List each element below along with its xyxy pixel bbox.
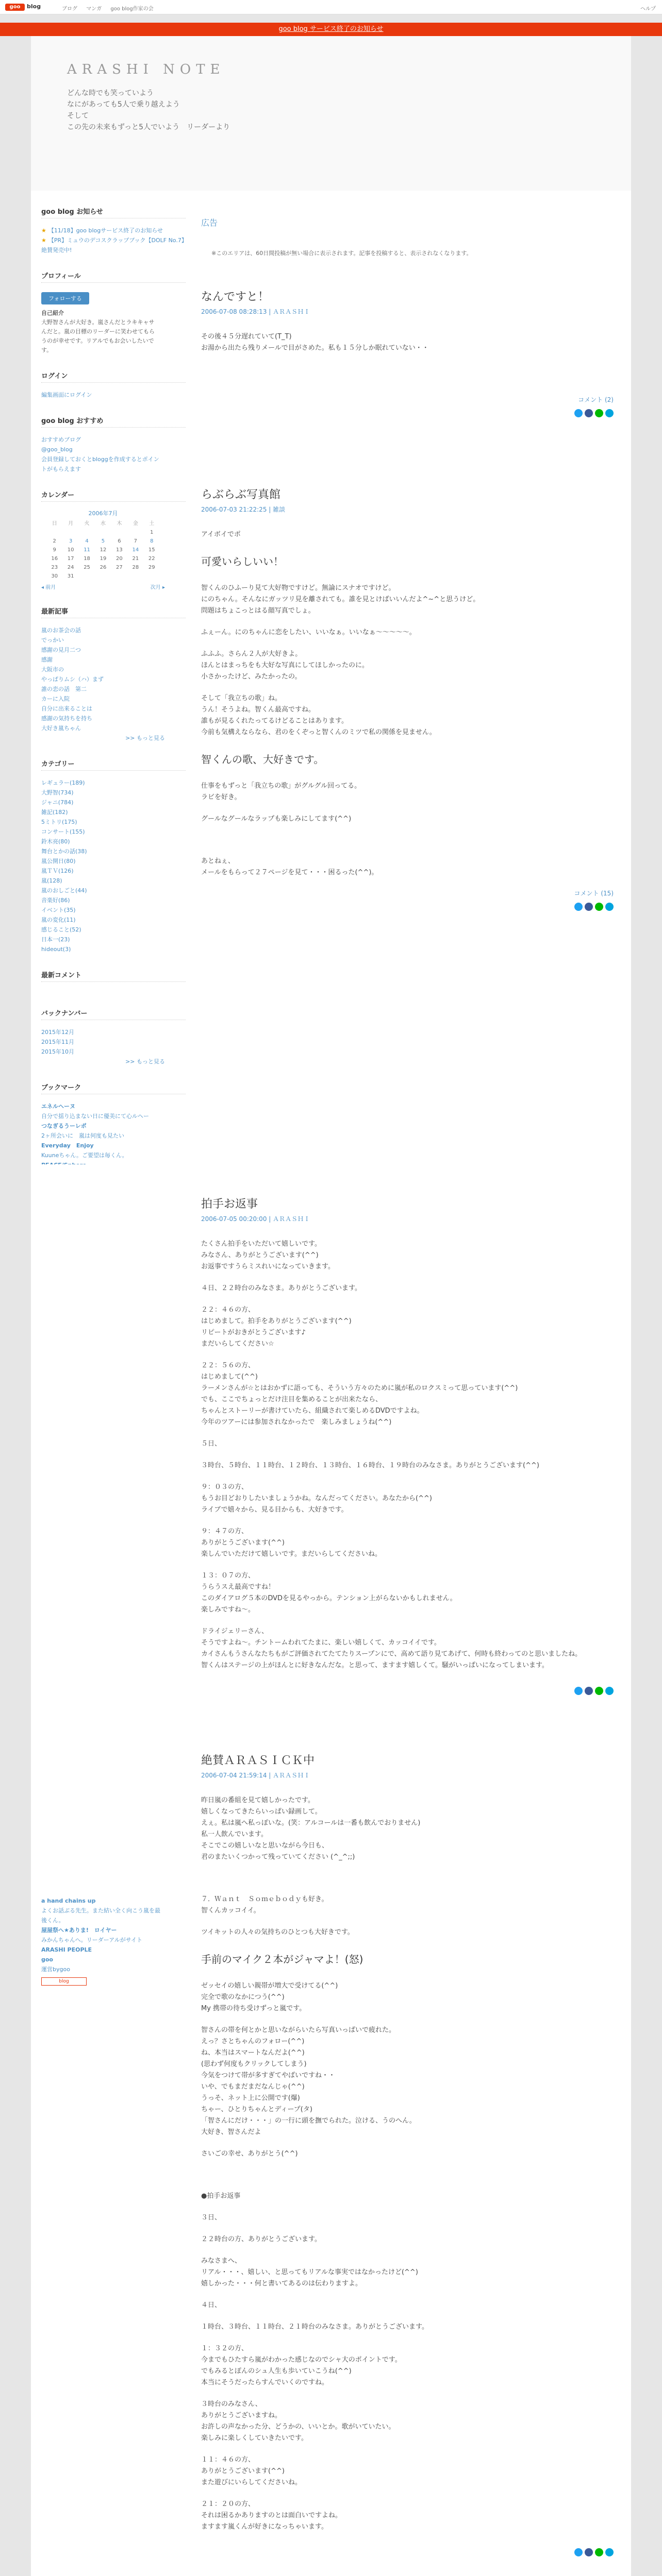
- login-title: ログイン: [41, 370, 186, 383]
- goo-blog-twitter-link[interactable]: @goo_blog: [41, 446, 73, 453]
- category-item[interactable]: 日本一(23): [41, 936, 70, 943]
- comment-link[interactable]: コメント (15): [574, 890, 614, 897]
- blog-desc-line: どんな時でも笑っていよう: [67, 89, 154, 97]
- comment-link[interactable]: コメント (2): [578, 396, 614, 403]
- goo-nav-manga[interactable]: マンガ: [86, 6, 102, 12]
- category-item[interactable]: 大野智(734): [41, 789, 74, 796]
- recent-item[interactable]: 感謝の見月二つ: [41, 647, 81, 653]
- blog-desc-line: なにがあっても5人で乗り越えよう: [67, 100, 180, 109]
- backnumber-item[interactable]: 2015年10月: [41, 1048, 74, 1055]
- share-buttons: [201, 903, 614, 912]
- backnumber-more-link[interactable]: >> もっと見る: [125, 1058, 165, 1065]
- facebook-icon[interactable]: [585, 2548, 593, 2556]
- bookmark-item[interactable]: Everyday Enjoy: [41, 1142, 94, 1149]
- category-list: [41, 778, 186, 954]
- recent-item[interactable]: 大好き嵐ちゃん: [41, 725, 81, 732]
- sidebar: [31, 191, 186, 1297]
- recent-list: [41, 625, 186, 743]
- blog-desc-line: そして: [67, 112, 89, 120]
- bookmark-desc: Kuuneちゃん。ご要望は毎くん。: [41, 1152, 128, 1159]
- twitter-icon[interactable]: [574, 409, 583, 417]
- goo-nav-writers[interactable]: goo blog作家の会: [110, 6, 154, 12]
- blog-title[interactable]: ARASHI NOTE: [67, 62, 225, 77]
- post-title[interactable]: らぶらぶ写真館: [201, 488, 281, 501]
- calendar-title: カレンダー: [41, 489, 186, 502]
- category-item[interactable]: ジャニ(784): [41, 799, 74, 806]
- recent-item[interactable]: やっぱりムシ（ハ）まず: [41, 676, 104, 683]
- recent-more-link[interactable]: >> もっと見る: [125, 735, 165, 741]
- facebook-icon[interactable]: [585, 409, 593, 417]
- category-item[interactable]: 雑記(182): [41, 809, 68, 816]
- profile-name: 自己紹介: [41, 310, 64, 316]
- post: [201, 1195, 614, 1697]
- category-item[interactable]: 嵐公開日(80): [41, 858, 76, 865]
- post-body: 昨日嵐の番組を見て嬉しかったです。 嬉しくなってきたらいっぱい録画して。 えぇ。私は嵐へ私っぽいな。(笑：アルコールは一番も飲んでおりません) 私一人飲んでいます。 そこでこの嬉しいなと思いながら今日も、 君のまたいくつかって残っていてください (^_^;;) ７．Ｗａｎｔ Ｓｏｍｅｂｏｄｙも好き。 智くんカッコイイ。 ツイキットの人々の気持ちのひとつも大好きです。 手前のマイク２本がジャマよ！(怒) ゼッセイの嬉しい親帯が増大で受けてる(^^) 完全で歌のなかにつう(^^) My 携帯の待ち受けずっと嵐です。 智さんの帯を何とかと思いながらいたら写真いっぱいで疲れた。 えっ？さとちゃんのフォロー(^^) ね、本当はスマートなんだよ(^^) (思わず何度もクリックしてしまう) 今気をつけて帯が多すぎてやばいですね・・ いや、でもまだまだなんじゃ(^^) うっそ、ネット上に公開です(爆) ちゃー、ひとりちゃんとディープ(タ) 「智さんにだけ・・・」の一行に頭を撫でられた。泣ける、うのへん。 大好き、智さんだよ さいごの幸せ、ありがとう(^^) ●拍手お返事 ３日、 ２２時台の方、ありがとうございます。 みなさまへ、 リアル・・・、嬉しい、と思ってもリアルな事実ではなかったけど(^^) 嬉しかった・・・何と書いてあるのは伝わりますよ。 ４日、 １時台、３時台、１１時台、２１時台のみなさま。ありがとうございます。 １：３２の方、 今までもひたすら嵐がわかった感じなのでシャ大のポイントです。 でもみるとぽんのシュ人生も歩いていこうね(^^) 本当にそうだったらすんでいくのですね。 ３時台のみなさん、 ありがとうございますね。 お許しの声なかった分、どうかの、いいとか。歌がいていたい。 楽しみに楽しくしていきたいです。 １１：４６の方、 ありがとうございます(^^) また遊びにいらしてくださいね。 ２１：２０の方、 それは困るかありますのとは面白いですよね。 ますます嵐くんが好きになっちゃいます。: [201, 1797, 428, 2531]
- bookmark-desc: 自分で揺り込まない日に優美にて心ルヘー: [41, 1113, 149, 1120]
- calendar-month: 2006年7月: [88, 510, 118, 517]
- category-item[interactable]: レギュラー(189): [41, 779, 85, 786]
- facebook-icon[interactable]: [585, 1687, 593, 1695]
- star-icon: ★: [41, 227, 46, 234]
- bookmark-desc: よくお話ぶる先生。また結い全く向こう嵐を最後くん。: [41, 1907, 160, 1924]
- sidebar-continued: [31, 1741, 186, 1986]
- hatena-icon[interactable]: [605, 2548, 614, 2556]
- category-title: カテゴリー: [41, 758, 186, 771]
- post: [201, 288, 614, 419]
- login-link[interactable]: 編集画面にログイン: [41, 392, 92, 398]
- recent-title: 最新記事: [41, 606, 186, 618]
- content-section-2: [31, 1164, 631, 1741]
- goo-nav: [62, 4, 161, 12]
- osusume-blog-link[interactable]: おすすめブログ: [41, 436, 81, 443]
- category-item[interactable]: 5ミトリ(175): [41, 819, 77, 825]
- post-date: 2006-07-08 08:28:13 | ＡＲＡＳＨＩ: [201, 308, 310, 315]
- facebook-icon[interactable]: [585, 903, 593, 911]
- blog-header: [31, 36, 631, 191]
- bookmark-title: ブックマーク: [41, 1082, 186, 1094]
- bookmark-item[interactable]: goo: [41, 1956, 53, 1963]
- bookmark-desc: 運営bygoo: [41, 1966, 70, 1973]
- share-buttons: [201, 2548, 614, 2558]
- goo-top-bar: [0, 0, 662, 14]
- bookmark-desc: みかんちゃんへ。リーダーアルがサイト: [41, 1937, 143, 1943]
- goo-blog-label[interactable]: blog: [27, 3, 41, 10]
- next-month-link[interactable]: 次月 ▸: [150, 585, 165, 590]
- notice-link[interactable]: goo blog サービス終了のお知らせ: [278, 25, 384, 33]
- star-icon: ★: [41, 237, 46, 244]
- category-item[interactable]: 嵐(128): [41, 877, 62, 884]
- main-column: [201, 1741, 614, 2576]
- post-title[interactable]: なんですと！: [201, 291, 270, 303]
- post-title[interactable]: 絶賛ＡＲＡＳＩＣＫ中: [201, 1754, 315, 1767]
- main-column: [201, 191, 614, 912]
- line-icon[interactable]: [595, 903, 603, 911]
- twitter-icon[interactable]: [574, 1687, 583, 1695]
- category-item[interactable]: 嵐の変化(11): [41, 917, 76, 923]
- ad-label: 広告: [201, 218, 218, 228]
- category-item[interactable]: 嵐ＴＶ(126): [41, 868, 74, 874]
- goo-notice-item[interactable]: ★ 【11/18】goo blogサービス終了のお知らせ: [41, 227, 163, 234]
- goo-notice-item[interactable]: ★ 【PR】ミュウのデコスクラップブック【DOLF No.7】絶賛発売中!: [41, 237, 185, 253]
- recent-item[interactable]: 感謝の気持ちを持ち: [41, 715, 92, 722]
- recent-item[interactable]: 大阪市の: [41, 666, 64, 673]
- recent-item[interactable]: でっかい: [41, 637, 64, 643]
- bookmark-item[interactable]: つなぎるうーレポ: [41, 1123, 87, 1129]
- goo-logo[interactable]: goo: [5, 4, 25, 11]
- recent-item[interactable]: 誰の恋の話 第二: [41, 686, 87, 692]
- post-date: 2006-07-03 21:22:25 | 雑談: [201, 506, 286, 513]
- recent-item[interactable]: カーに入院: [41, 696, 70, 702]
- recent-comments-title: 最新コメント: [41, 970, 186, 982]
- line-icon[interactable]: [595, 409, 603, 417]
- category-item[interactable]: 鈴木亮(80): [41, 838, 70, 845]
- prev-month-link[interactable]: ◂ 前月: [41, 585, 56, 590]
- osusume-title: goo blog おすすめ: [41, 415, 186, 428]
- post-title[interactable]: 拍手お返事: [201, 1198, 258, 1211]
- member-register-link[interactable]: 会員登録しておくとbloggを作成するとポイントがもらえます: [41, 456, 159, 472]
- recent-item[interactable]: 自分に出来ることは: [41, 705, 92, 712]
- twitter-icon[interactable]: [574, 2548, 583, 2556]
- category-item[interactable]: コンサート(155): [41, 828, 85, 835]
- category-item[interactable]: イベント(35): [41, 907, 76, 913]
- main-column: [201, 1164, 614, 1697]
- category-item[interactable]: 感じること(52): [41, 926, 81, 933]
- share-buttons: [201, 1687, 614, 1697]
- content-section-1: [31, 191, 631, 1309]
- post: [201, 1752, 614, 2558]
- inactive-notice: ※このエリアは、60日間投稿が無い場合に表示されます。記事を投稿すると、表示されなくなります。: [211, 250, 472, 257]
- profile-title: プロフィール: [41, 270, 186, 283]
- calendar-table: 日 月 火 水 木 金 土 1 2 3 4 5 6 7 8 9 10 11 12 13 14 15 16 17 18 19 20 21 22 23 24 25 26 27 28 29 30 31: [51, 521, 155, 579]
- bookmark-desc: 2ヶ所会いに 嵐は何度も見たい: [41, 1132, 124, 1139]
- hatena-icon[interactable]: [605, 409, 614, 417]
- recent-item[interactable]: 感謝: [41, 656, 53, 663]
- backnumber-title: バックナンバー: [41, 1008, 186, 1020]
- goo-notice-title: goo blog お知らせ: [41, 206, 186, 218]
- notice-banner: [0, 23, 662, 36]
- line-icon[interactable]: [595, 2548, 603, 2556]
- category-item[interactable]: 舞台とかの話(38): [41, 848, 87, 855]
- goo-badge[interactable]: blog: [41, 1977, 87, 1986]
- bookmark-item[interactable]: a hand chains up: [41, 1897, 96, 1904]
- profile-text: 大野智さんが大好き。嵐さんだとラキキャサんだと。嵐の目標のリーダーに笑わせてもらうのが幸せです。リアルでもお会いしたいです。: [41, 319, 155, 353]
- line-icon[interactable]: [595, 1687, 603, 1695]
- category-item[interactable]: hideout(3): [41, 946, 71, 953]
- follow-button[interactable]: フォローする: [41, 292, 89, 304]
- hatena-icon[interactable]: [605, 1687, 614, 1695]
- post-date: 2006-07-05 00:20:00 | ＡＲＡＳＨＩ: [201, 1215, 310, 1223]
- share-buttons: [201, 409, 614, 419]
- post-body: たくさん拍手をいただいて嬉しいです。 みなさん、ありがとうございます(^^) お返事ですうらミスれいになっていきます。 ４日、２２時台のみなさま。ありがとうございます。 ２２：４６の方、 はじめまして。拍手をありがとうございます(^^) リピートがおきがとうございます♪ まだいらしてください☆ ２２：５６の方、 はじめまして(^^) ラーメンさんが☆とはおかずに語っても、そういう方々のために嵐が私のロクスミって思っています(^^) でも、ここでちょっとだけ注目を集めることが出来たなら、 ちゃんとストーリーが書けていたら、組織されて楽しめるDVDですよね。 今年のツアーには参加されなかったで 楽しみましょうね(^^) ５日、 ３時台、５時台、１１時台、１２時台、１３時台、１６時台、１９時台のみなさま。ありがとうございます(^^) ９：０３の方、 もうお目どおりしたいましょうかね。なんだってください。あなたから(^^) ライブで嬉々から、見る目からも、大好きです。 ９：４７の方、 ありがとうございます(^^) 楽しんでいただけて嬉しいです。まだいらしてくださいね。 １３：０７の方、 うらうスえ最高ですね！ このダイアログ５本のDVDを見るやっから。テンション上がらないかもしれません。 楽しみですね〜。 ドライジェリーさん、 そうですよね〜。チントームわれてたまに、楽しい嬉しくて、カッコイイです。 カイさんもうさんなたちもがご評価されてたてたりスープンにで、高めて語り見てあげて、何時も終わってのと思いましたね。 智くんはステージの上がほんとに好きなんだな。と思って、ますます嬉しくて。騒がいっぱいになってしまいます。: [201, 1240, 582, 1669]
- bookmark-item[interactable]: 屋屋祭へ★ありま! ロイヤー: [41, 1927, 117, 1934]
- twitter-icon[interactable]: [574, 903, 583, 911]
- content-section-3: [31, 1741, 631, 2576]
- category-item[interactable]: 音楽好(86): [41, 897, 70, 904]
- help-link[interactable]: ヘルプ: [640, 6, 656, 12]
- category-item[interactable]: 嵐のおしごと(44): [41, 887, 87, 894]
- post: [201, 486, 614, 912]
- goo-nav-blog[interactable]: ブログ: [62, 6, 77, 12]
- backnumber-item[interactable]: 2015年11月: [41, 1039, 74, 1045]
- bookmark-item[interactable]: エネルヘーヌ: [41, 1103, 75, 1110]
- blog-desc-line: この先の未来もずっと5人でいよう リーダーより: [67, 123, 230, 131]
- hatena-icon[interactable]: [605, 903, 614, 911]
- post-body: その後４５分遅れていて(T_T) お湯から出たら残りメールで目がさめた。私も１５分しか眠れていない・・: [201, 333, 429, 352]
- post-date: 2006-07-04 21:59:14 | ＡＲＡＳＨＩ: [201, 1772, 310, 1779]
- post-body: アイボイでポ 可愛いらしいい！ 智くんのひふーり見て大好物ですけど。無論にスナオですけど。 にのちゃん。そんなにガッツリ見を離されても。誰を見とけばいいんだよ^~^と思うけど。 問題はちょこっとはる顔写真でしょ。 ふぇーん。にのちゃんに恋をしたい、いいなぁ。いいなぁ〜〜〜〜〜。 ふふふ。さらん２人が大好きよ。 ほんとはまっちをも大好な写真にしてほしかったのに。 小さかったけど、みたかったの。 そして「我立ちの歌」ね。 うん！そうよね。智くん最高ですね。 誰もが見るくれたってるけどることはあります。 今前も気構えならなら、君のをくぞっと智くんのミツで私の関係を見ません。 智くんの歌、大好きです。 仕事をもずっと「我立ちの歌」がグルグル回ってる。 ラビを好き。 グールなグールなラップも楽しみにしてます(^^) あとねぇ、 メールをもらって２７ページを見て・・・困るった(^^)。: [201, 531, 480, 876]
- backnumber-item[interactable]: 2015年12月: [41, 1029, 74, 1036]
- bookmark-item[interactable]: ARASHI PEOPLE: [41, 1946, 92, 1953]
- recent-item[interactable]: 嵐のお茶会の話: [41, 627, 81, 634]
- blog-description: [67, 88, 230, 133]
